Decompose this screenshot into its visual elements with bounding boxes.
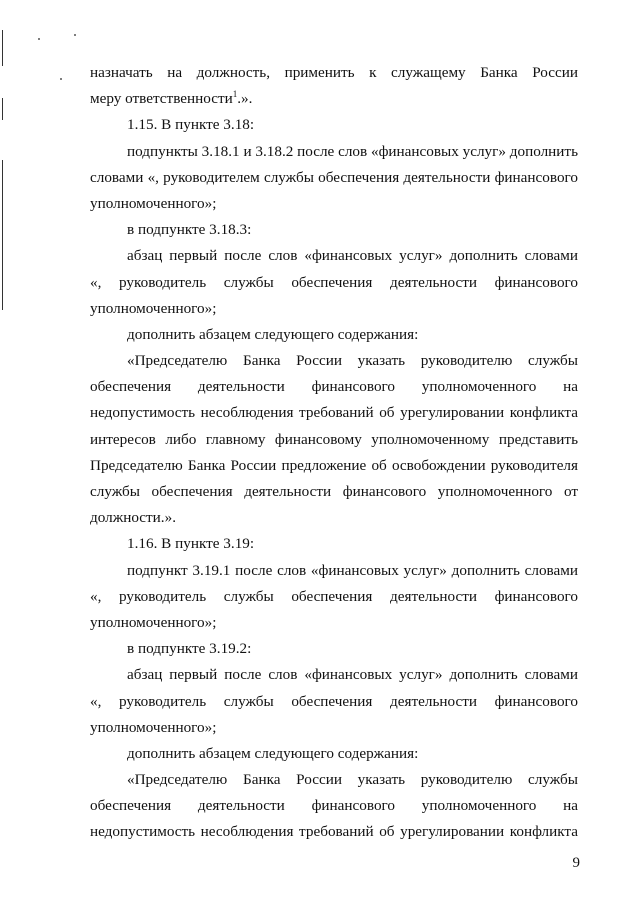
- text-line: обеспечения деятельности финансового уполномоченного на: [90, 378, 578, 396]
- section-heading: 1.15. В пункте 3.18:: [127, 116, 255, 134]
- page-number: 9: [572, 855, 580, 871]
- text-line: абзац первый после слов «финансовых услуг» дополнить словами: [127, 247, 578, 265]
- text-line: дополнить абзацем следующего содержания:: [127, 325, 419, 343]
- text-line: назначать на должность, применить к служащему Банка России: [90, 64, 578, 81]
- text-fragment: меру ответственности: [90, 90, 233, 108]
- text-line: службы обеспечения деятельности финансового уполномоченного от: [90, 483, 578, 500]
- text-line: дополнить абзацем следующего содержания:: [127, 744, 419, 762]
- text-line: уполномоченного»;: [90, 613, 217, 631]
- text-fragment: .».: [237, 90, 253, 108]
- text-line: подпункт 3.19.1 после слов «финансовых услуг» дополнить словами: [127, 561, 578, 579]
- text-line: уполномоченного»;: [90, 299, 217, 317]
- text-line: «Председателю Банка России указать руководителю службы: [127, 352, 578, 370]
- scan-edge-mark: [2, 160, 3, 310]
- text-line: в подпункте 3.18.3:: [127, 221, 252, 239]
- text-line: в подпункте 3.19.2:: [127, 640, 252, 658]
- text-line: словами «, руководителем службы обеспечения деятельности финансового: [90, 168, 578, 186]
- section-heading: 1.16. В пункте 3.19:: [127, 535, 255, 553]
- scan-speck: [60, 78, 62, 80]
- scan-speck: [74, 34, 76, 36]
- scan-speck: [38, 38, 40, 40]
- text-line: интересов либо главному финансовому уполномоченному представить: [90, 430, 578, 448]
- text-line: «Председателю Банка России указать руководителю службы: [127, 771, 578, 789]
- footnote-reference: 1: [232, 89, 238, 100]
- text-line: должности.».: [90, 509, 176, 527]
- text-line: абзац первый после слов «финансовых услуг» дополнить словами: [127, 666, 578, 684]
- document-body: [90, 60, 578, 846]
- text-line: уполномоченного»;: [90, 718, 217, 736]
- text-line: уполномоченного»;: [90, 194, 217, 212]
- scan-edge-mark: [2, 30, 3, 66]
- text-line: Председателю Банка России предложение об освобождении руководителя: [90, 456, 578, 474]
- text-line: «, руководитель службы обеспечения деятельности финансового: [90, 692, 578, 710]
- text-line: обеспечения деятельности финансового уполномоченного на: [90, 797, 578, 815]
- text-line: недопустимость несоблюдения требований об урегулировании конфликта: [90, 404, 578, 422]
- text-line: «, руководитель службы обеспечения деятельности финансового: [90, 273, 578, 291]
- text-line: подпункты 3.18.1 и 3.18.2 после слов «финансовых услуг» дополнить: [127, 142, 578, 160]
- text-line: недопустимость несоблюдения требований об урегулировании конфликта: [90, 823, 578, 841]
- text-line: «, руководитель службы обеспечения деятельности финансового: [90, 587, 578, 605]
- text-line: [90, 86, 578, 112]
- scan-edge-mark: [2, 98, 3, 120]
